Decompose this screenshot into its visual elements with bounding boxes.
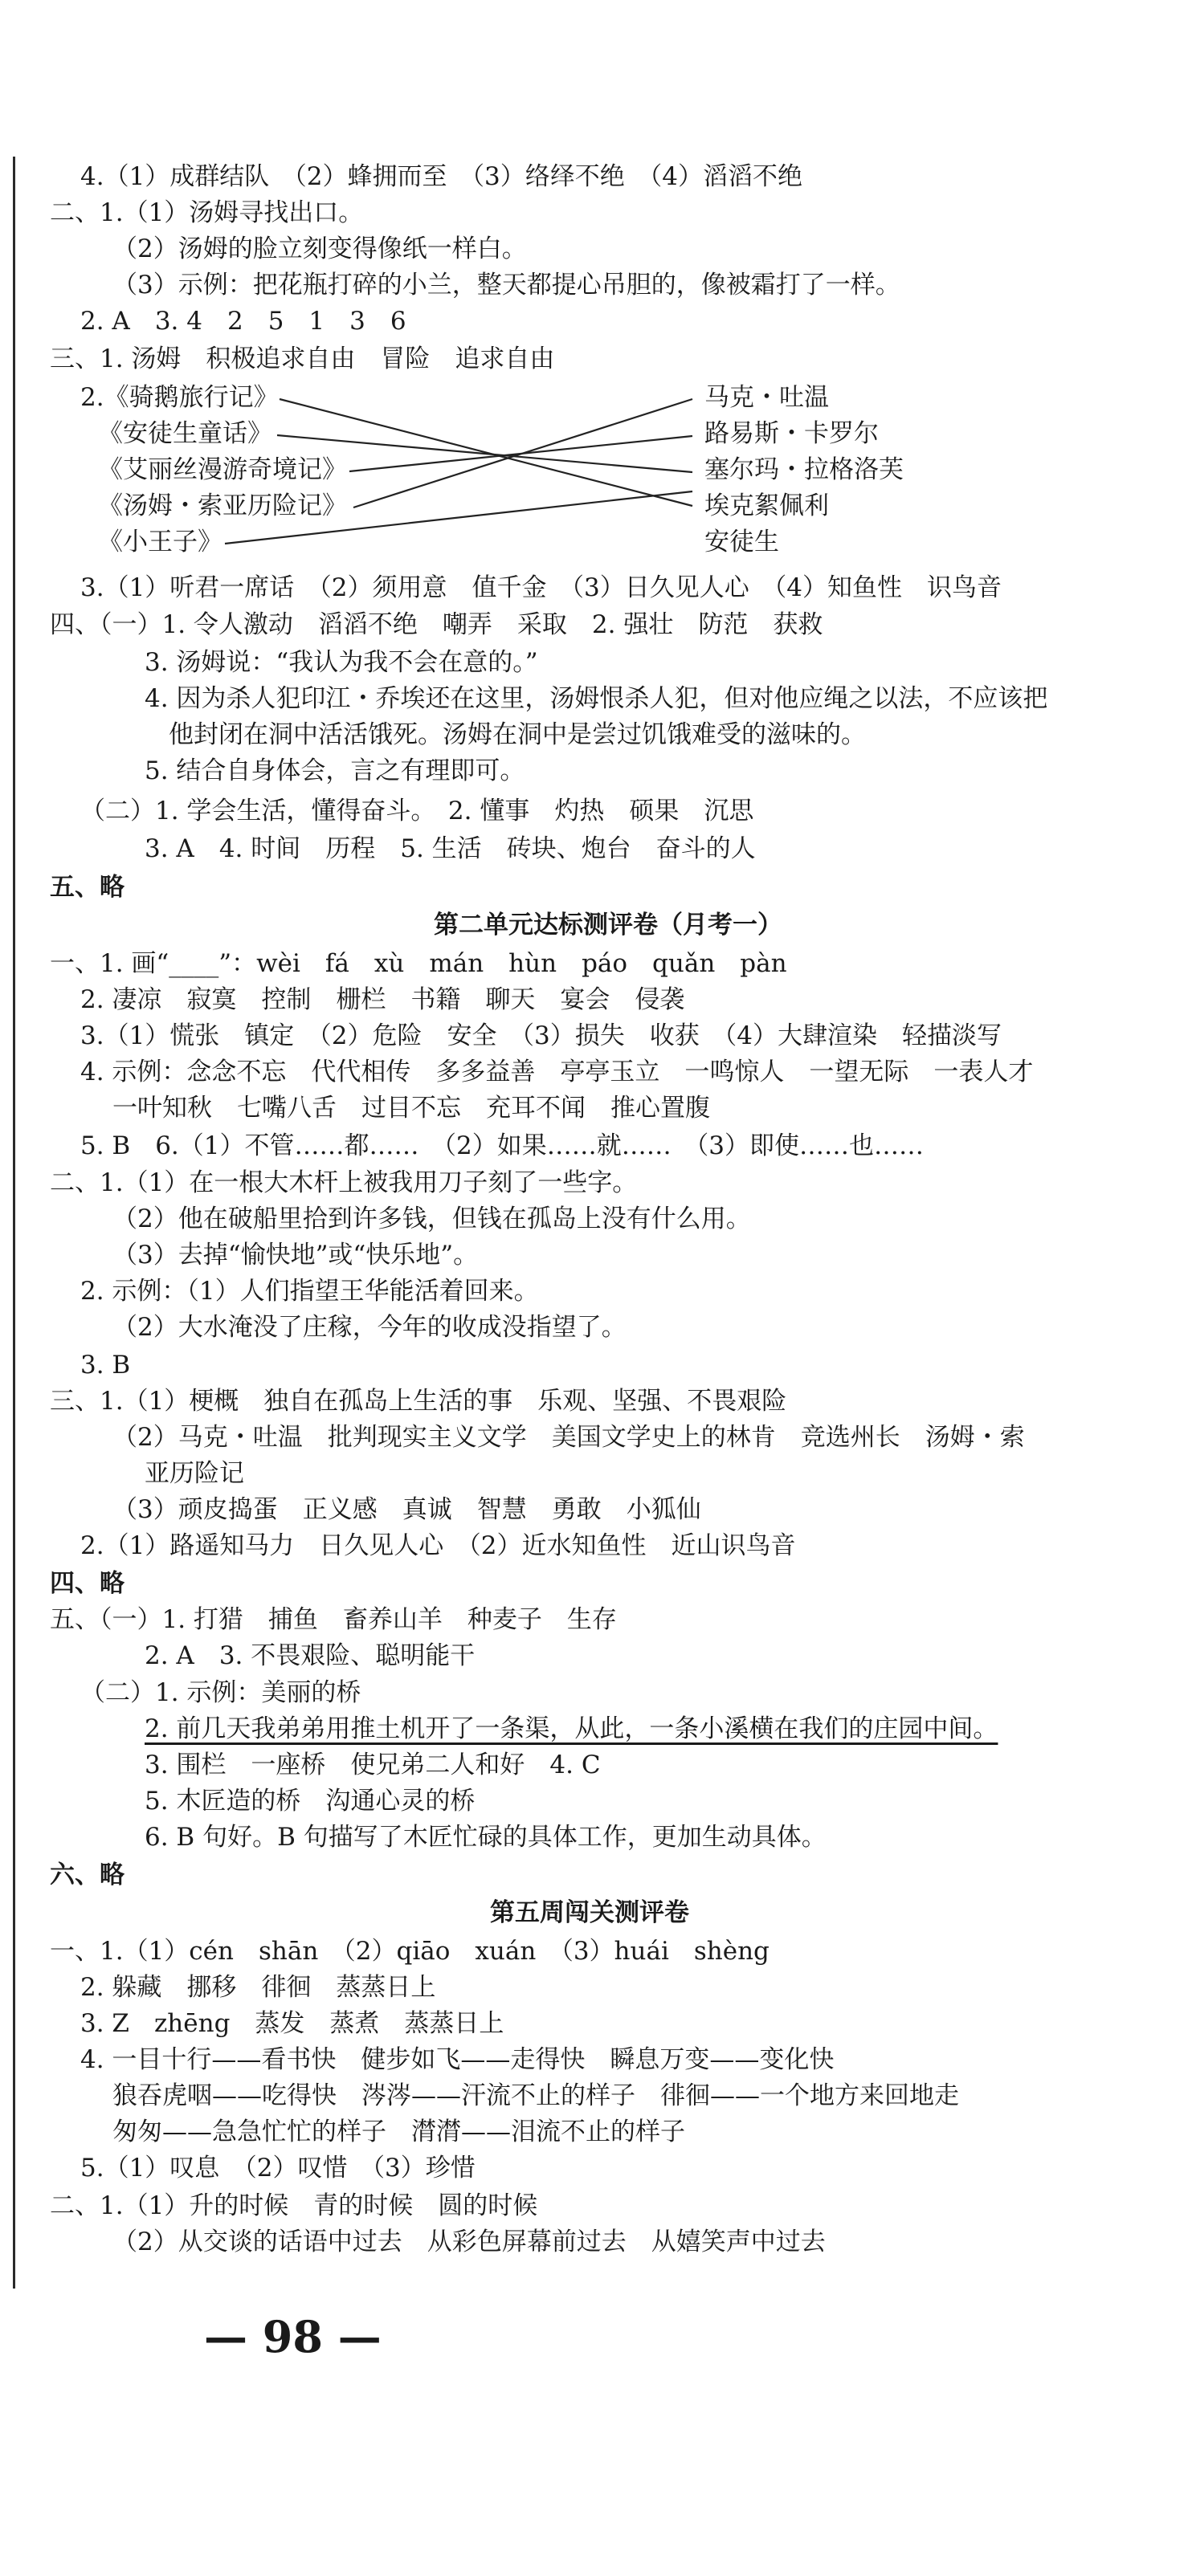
answer-line: （二）1. 学会生活，懂得奋斗。 2. 懂事 灼热 硕果 沉思 — [80, 797, 754, 825]
answer-line: 四、（一）1. 令人激动 滔滔不绝 嘲弄 采取 2. 强壮 防范 获救 — [50, 610, 823, 639]
match-book-5: 《小王子》 — [98, 528, 222, 556]
answer-line: 六、略 — [50, 1861, 125, 1889]
answer-line: （2）大水淹没了庄稼，今年的收成没指望了。 — [112, 1313, 627, 1342]
match-book-1: 2.《骑鹅旅行记》 — [80, 383, 279, 412]
match-author-2: 路易斯・卡罗尔 — [704, 419, 879, 448]
answer-line: 二、1.（1）升的时候 青的时候 圆的时候 — [50, 2191, 538, 2220]
answer-line: （3）顽皮捣蛋 正义感 真诚 智慧 勇敢 小狐仙 — [112, 1495, 701, 1524]
answer-line: （3）示例：把花瓶打碎的小兰，整天都提心吊胆的，像被霜打了一样。 — [112, 271, 900, 300]
connector-line — [353, 399, 692, 507]
answer-line: 一叶知秋 七嘴八舌 过目不忘 充耳不闻 推心置腹 — [112, 1094, 710, 1123]
answer-line: 3. B — [80, 1351, 131, 1380]
answer-line: （2）他在破船里拾到许多钱，但钱在孤岛上没有什么用。 — [112, 1204, 751, 1233]
answer-line: 五、（一）1. 打猎 捕鱼 畜养山羊 种麦子 生存 — [50, 1605, 617, 1634]
answer-line: 5. 结合自身体会，言之有理即可。 — [145, 756, 525, 785]
answer-line: 3. 汤姆说：“我认为我不会在意的。” — [145, 648, 538, 677]
answer-line: （二）1. 示例：美丽的桥 — [80, 1678, 361, 1707]
answer-line: 2. A 3. 不畏艰险、聪明能干 — [145, 1641, 476, 1670]
match-book-2: 《安徒生童话》 — [98, 419, 272, 448]
answer-line: 4. 因为杀人犯印江・乔埃还在这里，汤姆恨杀人犯，但对他应绳之以法，不应该把 — [145, 684, 1048, 713]
answer-line: 三、1.（1）梗概 独自在孤岛上生活的事 乐观、坚强、不畏艰险 — [50, 1387, 787, 1416]
section-title: 第二单元达标测评卷（月考一） — [434, 911, 782, 940]
answer-line: （2）汤姆的脸立刻变得像纸一样白。 — [112, 234, 527, 263]
answer-line: 5.（1）叹息 （2）叹惜 （3）珍惜 — [80, 2154, 476, 2183]
answer-line: （2）马克・吐温 批判现实主义文学 美国文学史上的林肯 竞选州长 汤姆・索 — [112, 1423, 1025, 1452]
answer-line: 匆匆——急急忙忙的样子 潸潸——泪流不止的样子 — [112, 2117, 685, 2146]
answer-line: 亚历险记 — [145, 1459, 244, 1488]
answer-line: 2. A 3. 4 2 5 1 3 6 — [80, 307, 406, 336]
answer-line: 二、1.（1）汤姆寻找出口。 — [50, 198, 364, 227]
answer-line: 2. 凄凉 寂寞 控制 栅栏 书籍 聊天 宴会 侵袭 — [80, 985, 685, 1014]
answer-line: 三、1. 汤姆 积极追求自由 冒险 追求自由 — [50, 344, 555, 373]
answer-line: 4. 示例：念念不忘 代代相传 多多益善 亭亭玉立 一鸣惊人 一望无际 一表人才 — [80, 1058, 1034, 1086]
answer-line: 2. 示例：（1）人们指望王华能活着回来。 — [80, 1277, 539, 1306]
answer-line: 5. 木匠造的桥 沟通心灵的桥 — [145, 1787, 476, 1816]
answer-line: 一、1.（1）cén shān （2）qiāo xuán （3）huái shèng — [50, 1937, 770, 1966]
answer-line: 3. A 4. 时间 历程 5. 生活 砖块、炮台 奋斗的人 — [145, 834, 756, 863]
answer-line: 3. Z zhēng 蒸发 蒸煮 蒸蒸日上 — [80, 2009, 504, 2038]
answer-line: （3）去掉“愉快地”或“快乐地”。 — [112, 1241, 479, 1270]
matching-connector-lines — [0, 0, 1188, 578]
answer-line: 五、略 — [50, 873, 125, 902]
match-book-4: 《汤姆・索亚历险记》 — [98, 491, 347, 520]
answer-line: 2.（1）路遥知马力 日久见人心 （2）近水知鱼性 近山识鸟音 — [80, 1531, 796, 1560]
answer-line: 5. B 6.（1）不管……都…… （2）如果……就…… （3）即使……也…… — [80, 1131, 924, 1160]
match-author-4: 埃克絮佩利 — [704, 491, 829, 520]
answer-line: 6. B 句好。B 句描写了木匠忙碌的具体工作，更加生动具体。 — [145, 1823, 827, 1852]
answer-line: 四、略 — [50, 1569, 125, 1598]
page-number: — 98 — — [204, 2311, 382, 2362]
connector-line — [277, 435, 692, 472]
answer-line-underlined: 2. 前几天我弟弟用推土机开了一条渠，从此，一条小溪横在我们的庄园中间。 — [145, 1714, 998, 1743]
match-author-5: 安徒生 — [704, 528, 779, 556]
answer-line: 3. 围栏 一座桥 使兄弟二人和好 4. C — [145, 1751, 601, 1779]
answer-line: 3.（1）慌张 镇定 （2）危险 安全 （3）损失 收获 （4）大肆渲染 轻描淡写 — [80, 1021, 1002, 1050]
answer-line: 3.（1）听君一席话 （2）须用意 值千金 （3）日久见人心 （4）知鱼性 识鸟音 — [80, 573, 1002, 602]
answer-line: 4.（1）成群结队 （2）蜂拥而至 （3）络绎不绝 （4）滔滔不绝 — [80, 162, 802, 191]
connector-line — [280, 399, 692, 506]
match-author-1: 马克・吐温 — [704, 383, 829, 412]
section-title: 第五周闯关测评卷 — [490, 1898, 689, 1927]
answer-line: 4. 一目十行——看书快 健步如飞——走得快 瞬息万变——变化快 — [80, 2045, 835, 2074]
answer-line: （2）从交谈的话语中过去 从彩色屏幕前过去 从嬉笑声中过去 — [112, 2228, 826, 2256]
match-book-3: 《艾丽丝漫游奇境记》 — [98, 455, 347, 484]
match-author-3: 塞尔玛・拉格洛芙 — [704, 455, 904, 484]
answer-line: 一、1. 画“____”：wèi fá xù mán hùn páo quǎn pàn — [50, 949, 787, 978]
answer-line: 他封闭在洞中活活饿死。汤姆在洞中是尝过饥饿难受的滋味的。 — [169, 720, 866, 749]
answer-line: 狼吞虎咽——吃得快 涔涔——汗流不止的样子 徘徊——一个地方来回地走 — [112, 2081, 959, 2110]
connector-line — [225, 491, 692, 544]
answer-line: 2. 躲藏 挪移 徘徊 蒸蒸日上 — [80, 1973, 436, 2002]
answer-line: 二、1.（1）在一根大木杆上被我用刀子刻了一些字。 — [50, 1168, 638, 1197]
